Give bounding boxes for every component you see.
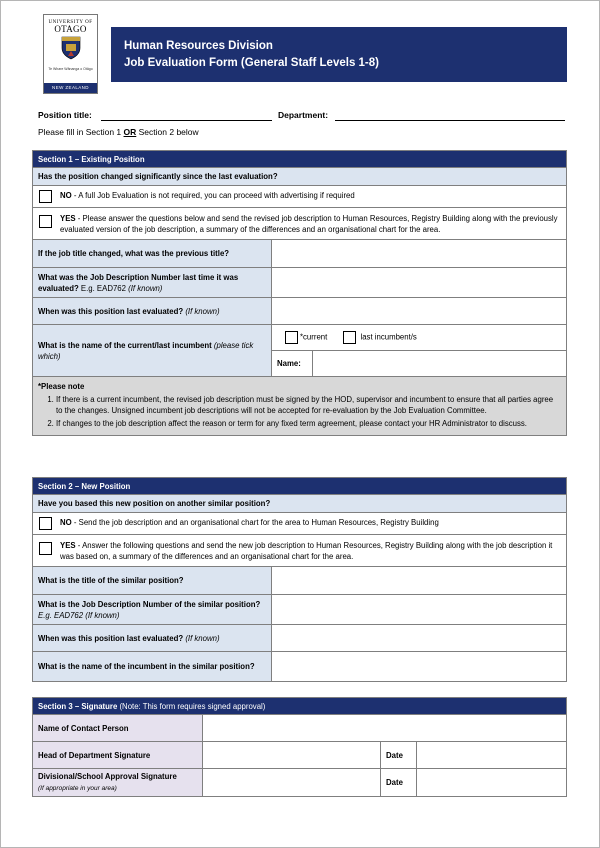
similar-jd-eg: E.g. EAD762 (If known)	[38, 610, 120, 620]
no-text: - A full Job Evaluation is not required, you can proceed with advertising if required	[71, 191, 355, 200]
jd-number-eg: E.g. EAD762	[78, 283, 129, 293]
last-evaluated-answer[interactable]	[272, 298, 567, 325]
section-3-title	[33, 698, 567, 715]
last-incumbent-checkbox[interactable]	[343, 331, 356, 344]
please-note-box	[33, 377, 567, 436]
hod-signature-answer[interactable]	[203, 742, 381, 769]
divisional-signature-answer[interactable]	[203, 769, 381, 797]
note-item: 2. If changes to the job description affect the reason or term for any fixed term agreement, please contact your HR Administrator to discuss.	[56, 418, 561, 429]
section-2-yes-row	[33, 535, 567, 567]
similar-last-evaluated-known: (If known)	[185, 633, 220, 643]
no-label: NO	[60, 518, 72, 527]
section-1-table	[32, 150, 567, 436]
yes-checkbox[interactable]	[39, 542, 52, 555]
section-2-title: Section 2 – New Position	[33, 478, 567, 495]
last-evaluated-question: When was this position last evaluated?	[38, 306, 186, 316]
date-label: Date	[381, 742, 417, 769]
hod-date-answer[interactable]	[417, 742, 567, 769]
yes-label: YES	[60, 540, 76, 550]
jd-number-question: What was the Job Description Number last time it was evaluated?	[38, 272, 239, 293]
header-banner	[111, 27, 567, 82]
section-3-table	[32, 697, 567, 797]
university-logo	[43, 14, 98, 94]
section-1-yes-row	[33, 208, 567, 240]
contact-person-label: Name of Contact Person	[33, 715, 203, 742]
last-evaluated-label	[33, 298, 272, 325]
yes-label: YES	[60, 213, 76, 223]
similar-last-evaluated-question: When was this position last evaluated?	[38, 633, 186, 643]
logo-name: OTAGO	[54, 24, 87, 34]
division-title: Human Resources Division	[124, 40, 273, 52]
divisional-date-answer[interactable]	[417, 769, 567, 797]
similar-last-evaluated-label	[33, 625, 272, 652]
yes-checkbox[interactable]	[39, 215, 52, 228]
instruction-text	[38, 127, 199, 137]
previous-title-answer[interactable]	[272, 240, 567, 268]
similar-title-answer[interactable]	[272, 567, 567, 595]
jd-number-known: (If known)	[128, 283, 163, 293]
hod-signature-label: Head of Department Signature	[33, 742, 203, 769]
incumbent-question: What is the name of the current/last incumbent	[38, 340, 214, 350]
section-3-note: (Note: This form requires signed approval)	[117, 701, 266, 711]
section-2-question: Have you based this new position on another similar position?	[33, 495, 567, 513]
section-2-no-row	[33, 513, 567, 535]
note-item: 1. If there is a current incumbent, the revised job description must be signed by the HOD, supervisor and incumbent to ensure that all parties agree to the changes. Unsigned incumbent job descriptions will not be accepted for re-evaluation by the Job Evaluation Committee.	[56, 394, 561, 416]
date-label: Date	[381, 769, 417, 797]
similar-jd-question: What is the Job Description Number of the similar position?	[38, 599, 261, 609]
incumbent-hint: (please tick which)	[38, 340, 254, 361]
section-1-question: Has the position changed significantly since the last evaluation?	[33, 168, 567, 186]
similar-title-label: What is the title of the similar position?	[33, 567, 272, 595]
jd-number-answer[interactable]	[272, 268, 567, 298]
incumbent-name-answer[interactable]	[313, 351, 567, 377]
instruction-post: Section 2 below	[136, 127, 199, 137]
current-checkbox[interactable]	[285, 331, 298, 344]
logo-motto: Te Whare Wānanga o Otāgo	[48, 67, 93, 71]
similar-jd-number-label	[33, 595, 272, 625]
contact-person-answer[interactable]	[203, 715, 567, 742]
section-1-title: Section 1 – Existing Position	[33, 151, 567, 168]
logo-top-text: UNIVERSITY OF	[48, 20, 93, 25]
jd-number-label	[33, 268, 272, 298]
previous-title-label: If the job title changed, what was the previous title?	[33, 240, 272, 268]
instruction-or: OR	[123, 127, 137, 137]
section-1-no-row	[33, 186, 567, 208]
incumbent-options	[272, 325, 567, 351]
no-checkbox[interactable]	[39, 517, 52, 530]
no-checkbox[interactable]	[39, 190, 52, 203]
similar-last-evaluated-answer[interactable]	[272, 625, 567, 652]
similar-jd-number-answer[interactable]	[272, 595, 567, 625]
current-label: *current	[300, 332, 328, 342]
position-title-label: Position title:	[38, 110, 92, 120]
department-label: Department:	[278, 110, 329, 120]
last-incumbent-label: last incumbent/s	[360, 332, 417, 342]
incumbent-label	[33, 325, 272, 377]
yes-text: - Please answer the questions below and send the revised job description to Human Resources, Registry Building along with the previously evaluated version of the job description, a summary of the differences and an organisational chart for the area.	[60, 213, 558, 234]
similar-incumbent-label: What is the name of the incumbent in the similar position?	[33, 652, 272, 682]
logo-country: NEW ZEALAND	[44, 83, 97, 93]
name-label: Name:	[272, 351, 313, 377]
last-evaluated-known: (If known)	[185, 306, 220, 316]
section-3-title-text: Section 3 – Signature	[38, 701, 118, 711]
section-2-table	[32, 477, 567, 682]
no-label: NO	[60, 191, 72, 200]
position-title-field[interactable]	[101, 120, 272, 121]
instruction-pre: Please fill in Section 1	[38, 127, 124, 137]
crest-icon	[61, 36, 81, 60]
divisional-signature-label	[33, 769, 203, 797]
divisional-signature-hint: (If appropriate in your area)	[38, 785, 117, 792]
department-field[interactable]	[335, 120, 565, 121]
yes-text: - Answer the following questions and send the new job description to Human Resources, Registry Building along with the job description it was based on, a summary of the differences and an organisational chart for the area.	[60, 540, 553, 561]
form-title: Job Evaluation Form (General Staff Levels 1-8)	[124, 57, 379, 69]
note-title: *Please note	[38, 382, 85, 391]
divisional-signature-text: Divisional/School Approval Signature	[38, 772, 177, 781]
no-text: - Send the job description and an organisational chart for the area to Human Resources, Registry Building	[71, 518, 439, 527]
similar-incumbent-answer[interactable]	[272, 652, 567, 682]
